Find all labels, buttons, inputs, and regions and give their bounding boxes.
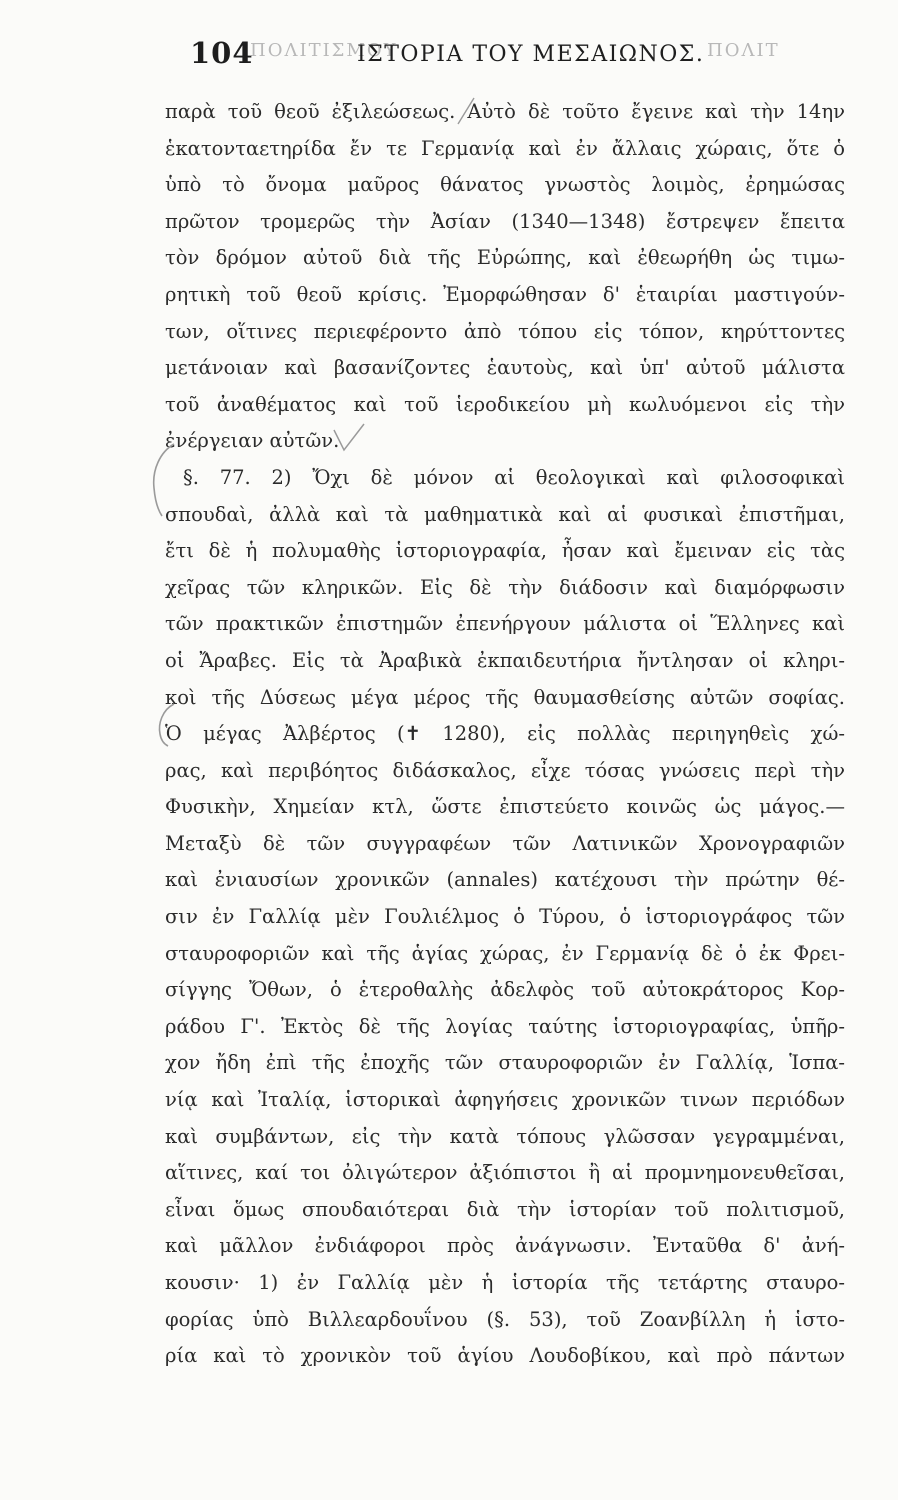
text-line: τοῦ ἀναθέματος καὶ τοῦ ἱεροδικείου μὴ κωλυόμενοι εἰς τὴν [165,392,845,416]
text-line: ρία καὶ τὸ χρονικὸν τοῦ ἁγίου Λουδοβίκου, καὶ πρὸ πάντων [165,1344,845,1368]
text-line: αἵτινες, καί τοι ὀλιγώτερον ἀξιόπιστοι ἢ αἱ προμνημονευθεῖσαι, [165,1161,845,1185]
pencil-bracket-mark [150,700,180,750]
text-line: ἐνέργειαν αὐτῶν. [165,429,340,453]
text-line: Μεταξὺ δὲ τῶν συγγραφέων τῶν Λατινικῶν Χρονογραφιῶν [165,831,845,855]
text-line: νίᾳ καὶ Ἰταλίᾳ, ἱστορικαὶ ἀφηγήσεις χρονικῶν τινων περιόδων [165,1088,845,1112]
text-line: Φυσικὴν, Χημείαν κτλ, ὥστε ἐπιστεύετο κοινῶς ὡς μάγος.— [165,795,845,819]
text-line: φορίας ὑπὸ Βιλλεαρδουΐνου (§. 53), τοῦ Ζοανβίλλη ἡ ἱστο- [165,1307,845,1331]
text-line: ὑπὸ τὸ ὄνομα μαῦρος θάνατος γνωστὸς λοιμὸς, ἐρημώσας [165,173,845,197]
pencil-bracket-mark [140,440,180,520]
text-line: Ὁ μέγας Ἀλβέρτος (✝ 1280), εἰς πολλὰς περιηγηθεὶς χώ- [165,722,845,746]
text-line: ἔτι δὲ ἡ πολυμαθὴς ἱστοριογραφία, ἦσαν καὶ ἔμειναν εἰς τὰς [165,539,845,563]
text-line: σίγγης Ὄθων, ὁ ἑτεροθαλὴς ἀδελφὸς τοῦ αὐτοκράτορος Κορ- [165,978,845,1002]
text-line: ρας, καὶ περιβόητος διδάσκαλος, εἶχε τόσας γνώσεις περὶ τὴν [165,758,845,782]
text-line: χεῖρας τῶν κληρικῶν. Εἰς δὲ τὴν διάδοσιν καὶ διαμόρφωσιν [165,575,845,599]
body-text [165,94,845,1375]
bleed-through-text: ΠΟΛΙΤ [707,40,780,61]
text-line: τὸν δρόμον αὐτοῦ διὰ τῆς Εὐρώπης, καὶ ἐθεωρήθη ὡς τιμω- [165,246,845,270]
text-line: ράδου Γ'. Ἐκτὸς δὲ τῆς λογίας ταύτης ἱστοριογραφίας, ὑπῆρ- [165,1014,845,1038]
text-line: σιν ἐν Γαλλίᾳ μὲν Γουλιέλμος ὁ Τύρου, ὁ ἱστοριογράφος τῶν [165,905,845,929]
text-line: χον ἤδη ἐπὶ τῆς ἐποχῆς τῶν σταυροφοριῶν ἐν Γαλλίᾳ, Ἱσπα- [165,1051,845,1075]
text-line: σπουδαὶ, ἀλλὰ καὶ τὰ μαθηματικὰ καὶ αἱ φυσικαὶ ἐπιστῆμαι, [165,502,845,526]
text-line: τῶν πρακτικῶν ἐπιστημῶν ἐπενήργουν μάλιστα οἱ Ἕλληνες καὶ [165,612,845,636]
text-line: εἶναι ὅμως σπουδαιότεραι διὰ τὴν ἱστορίαν τοῦ πολιτισμοῦ, [165,1197,845,1221]
text-line: πρῶτον τρομερῶς τὴν Ἀσίαν (1340—1348) ἔστρεψεν ἔπειτα [165,209,845,233]
text-line: ἑκατονταετηρίδα ἔν τε Γερμανίᾳ καὶ ἐν ἄλλαις χώραις, ὅτε ὁ [165,136,845,160]
text-line: κουσιν· 1) ἐν Γαλλίᾳ μὲν ἡ ἱστορία τῆς τετάρτης σταυρο- [165,1271,845,1294]
running-head: ΙΣΤΟΡΙΑ ΤΟΥ ΜΕΣΑΙΩΝΟΣ. [357,42,705,67]
text-line: καὶ μᾶλλον ἐνδιάφοροι πρὸς ἀνάγνωσιν. Ἐνταῦθα δ' ἀνή- [165,1234,845,1258]
pencil-check-mark [330,420,370,460]
text-line: οἱ Ἄραβες. Εἰς τὰ Ἀραβικὰ ἐκπαιδευτήρια ἤντλησαν οἱ κληρι- [165,648,845,672]
text-line: των, οἵτινες περιεφέροντο ἀπὸ τόπου εἰς τόπον, κηρύττοντες [165,319,845,343]
pencil-slash-mark [454,96,478,126]
text-line: σταυροφοριῶν καὶ τῆς ἁγίας χώρας, ἐν Γερμανίᾳ δὲ ὁ ἐκ Φρει- [165,941,845,965]
text-line: καὶ ἐνιαυσίων χρονικῶν (annales) κατέχουσι τὴν πρώτην θέ- [165,868,845,892]
text-line: μετάνοιαν καὶ βασανίζοντες ἑαυτοὺς, καὶ ὑπ' αὐτοῦ μάλιστα [165,356,845,380]
text-line: καὶ συμβάντων, εἰς τὴν κατὰ τόπους γλῶσσαν γεγραμμέναι, [165,1124,845,1148]
text-line: κοὶ τῆς Δύσεως μέγα μέρος τῆς θαυμασθείσης αὐτῶν σοφίας. [165,685,845,709]
bleed-through-text: ΠΟΛΙΤΙΣΜΟΥ [250,40,398,61]
page-number: 104 [190,36,254,70]
section-start-line: §. 77. 2) Ὄχι δὲ μόνον αἱ θεολογικαὶ καὶ φιλοσοφικαὶ [183,465,845,489]
text-line: παρὰ τοῦ θεοῦ ἐξιλεώσεως. Αὐτὸ δὲ τοῦτο ἔγεινε καὶ τὴν 14ην [165,100,845,123]
text-line: ρητικὴ τοῦ θεοῦ κρίσις. Ἐμορφώθησαν δ' ἑταιρίαι μαστιγούν- [165,282,845,306]
